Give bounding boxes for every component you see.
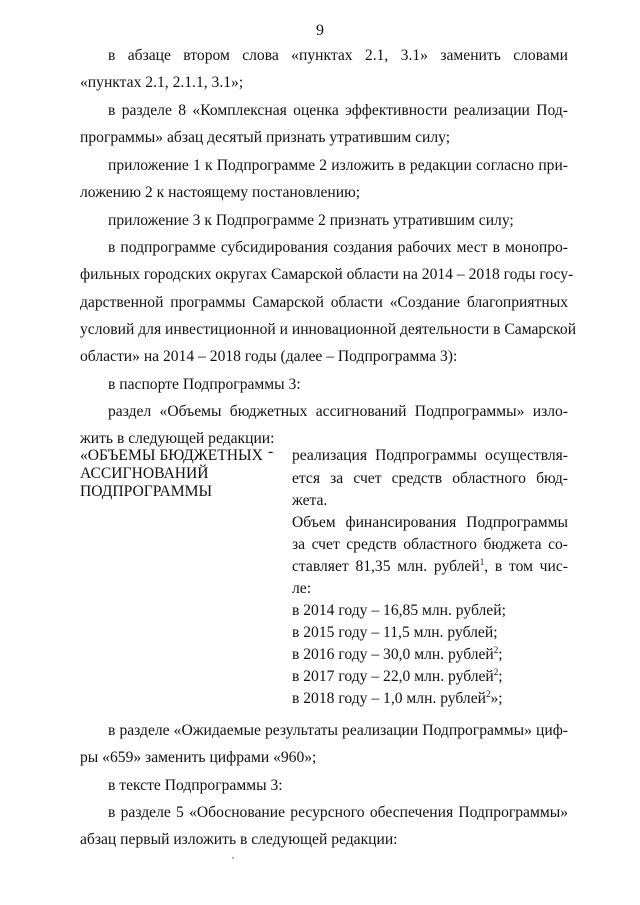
paragraph-line: приложение 1 к Подпрограмме 2 изложить в редакции согласно при- [108,157,568,174]
footnote-mark: 1 [479,556,485,567]
budget-label-line: «ОБЪЕМЫ БЮДЖЕТНЫХ [80,447,263,464]
budget-text-line: жета. [292,492,328,509]
year-2015-line: в 2015 году – 11,5 млн. рублей; [292,624,498,641]
paragraph-line: раздел «Объемы бюджетных ассигнований Подпрограммы» изло- [108,403,568,420]
paragraph-line: в тексте Подпрограммы 3: [108,777,283,794]
paragraph-line: жить в следующей редакции: [80,430,275,447]
year-2016-line [292,646,568,664]
paragraph-line: приложение 3 к Подпрограмме 2 признать утратившим силу; [108,212,514,229]
paragraph-line: ры «659» заменить цифрами «960»; [80,749,317,766]
budget-text-line: ле: [292,580,312,597]
budget-text-line: реализация Подпрограммы осуществля- [292,447,568,464]
paragraph-line: в паспорте Подпрограммы 3: [108,376,301,393]
footnote-mark: 2 [493,666,499,677]
page-number: 9 [316,22,324,39]
paragraph-line: фильных городских округах Самарской области на 2014 – 2018 годы госу- [80,266,574,283]
year-2017-line [292,668,568,686]
paragraph-line: в абзаце втором слова «пунктах 2.1, 3.1» заменить словами [108,47,568,64]
budget-label-line: АССИГНОВАНИЙ [80,465,209,482]
paragraph-line: ложению 2 к настоящему постановлению; [80,184,361,201]
scan-speck [232,857,234,859]
year-2017-end: ; [498,668,503,685]
paragraph-line: дарственной программы Самарской области «Создание благоприятных [80,294,568,311]
paragraph-line: в подпрограмме субсидирования создания рабочих мест в монопро- [108,239,568,256]
paragraph-line: в разделе 8 «Комплексная оценка эффективности реализации Под- [108,102,568,119]
budget-text-line: Объем финансирования Подпрограммы [292,514,568,531]
paragraph-line: абзац первый изложить в следующей редакции: [80,831,398,848]
paragraph-line: в разделе «Ожидаемые результаты реализации Подпрограммы» циф- [108,722,568,739]
paragraph-line: в разделе 5 «Обоснование ресурсного обеспечения Подпрограммы» [108,804,568,821]
budget-label-line: ПОДПРОГРАММЫ [80,483,213,500]
footnote-mark: 2 [486,688,491,699]
paragraph-line: «пунктах 2.1, 2.1.1, 3.1»; [80,74,244,91]
budget-total-tail: , в том чис- [484,558,568,575]
budget-text-line: ется за счет средств областного бюд- [292,470,568,487]
paragraph-line: области» на 2014 – 2018 годы (далее – Подпрограмма 3): [80,348,458,365]
year-2016-end: ; [498,646,503,663]
budget-table-label [80,447,290,501]
paragraph-line: программы» абзац десятый признать утратившим силу; [80,129,451,146]
table-dash: - [268,443,274,460]
budget-total-text: ставляет 81,35 млн. рублей [292,558,480,575]
footnote-mark: 2 [493,644,499,655]
year-2018-end: »; [490,690,503,707]
year-2016-text: в 2016 году – 30,0 млн. рублей [292,646,494,663]
year-2018-line [292,690,568,708]
year-2018-text: в 2018 году – 1,0 млн. рублей [292,690,486,707]
budget-text-line: за счет средств областного бюджета со- [292,536,568,553]
budget-total-line [292,558,568,576]
year-2014-line: в 2014 году – 16,85 млн. рублей; [292,602,506,619]
year-2017-text: в 2017 году – 22,0 млн. рублей [292,668,494,685]
paragraph-line: условий для инвестиционной и инновационной деятельности в Самарской [80,321,577,338]
